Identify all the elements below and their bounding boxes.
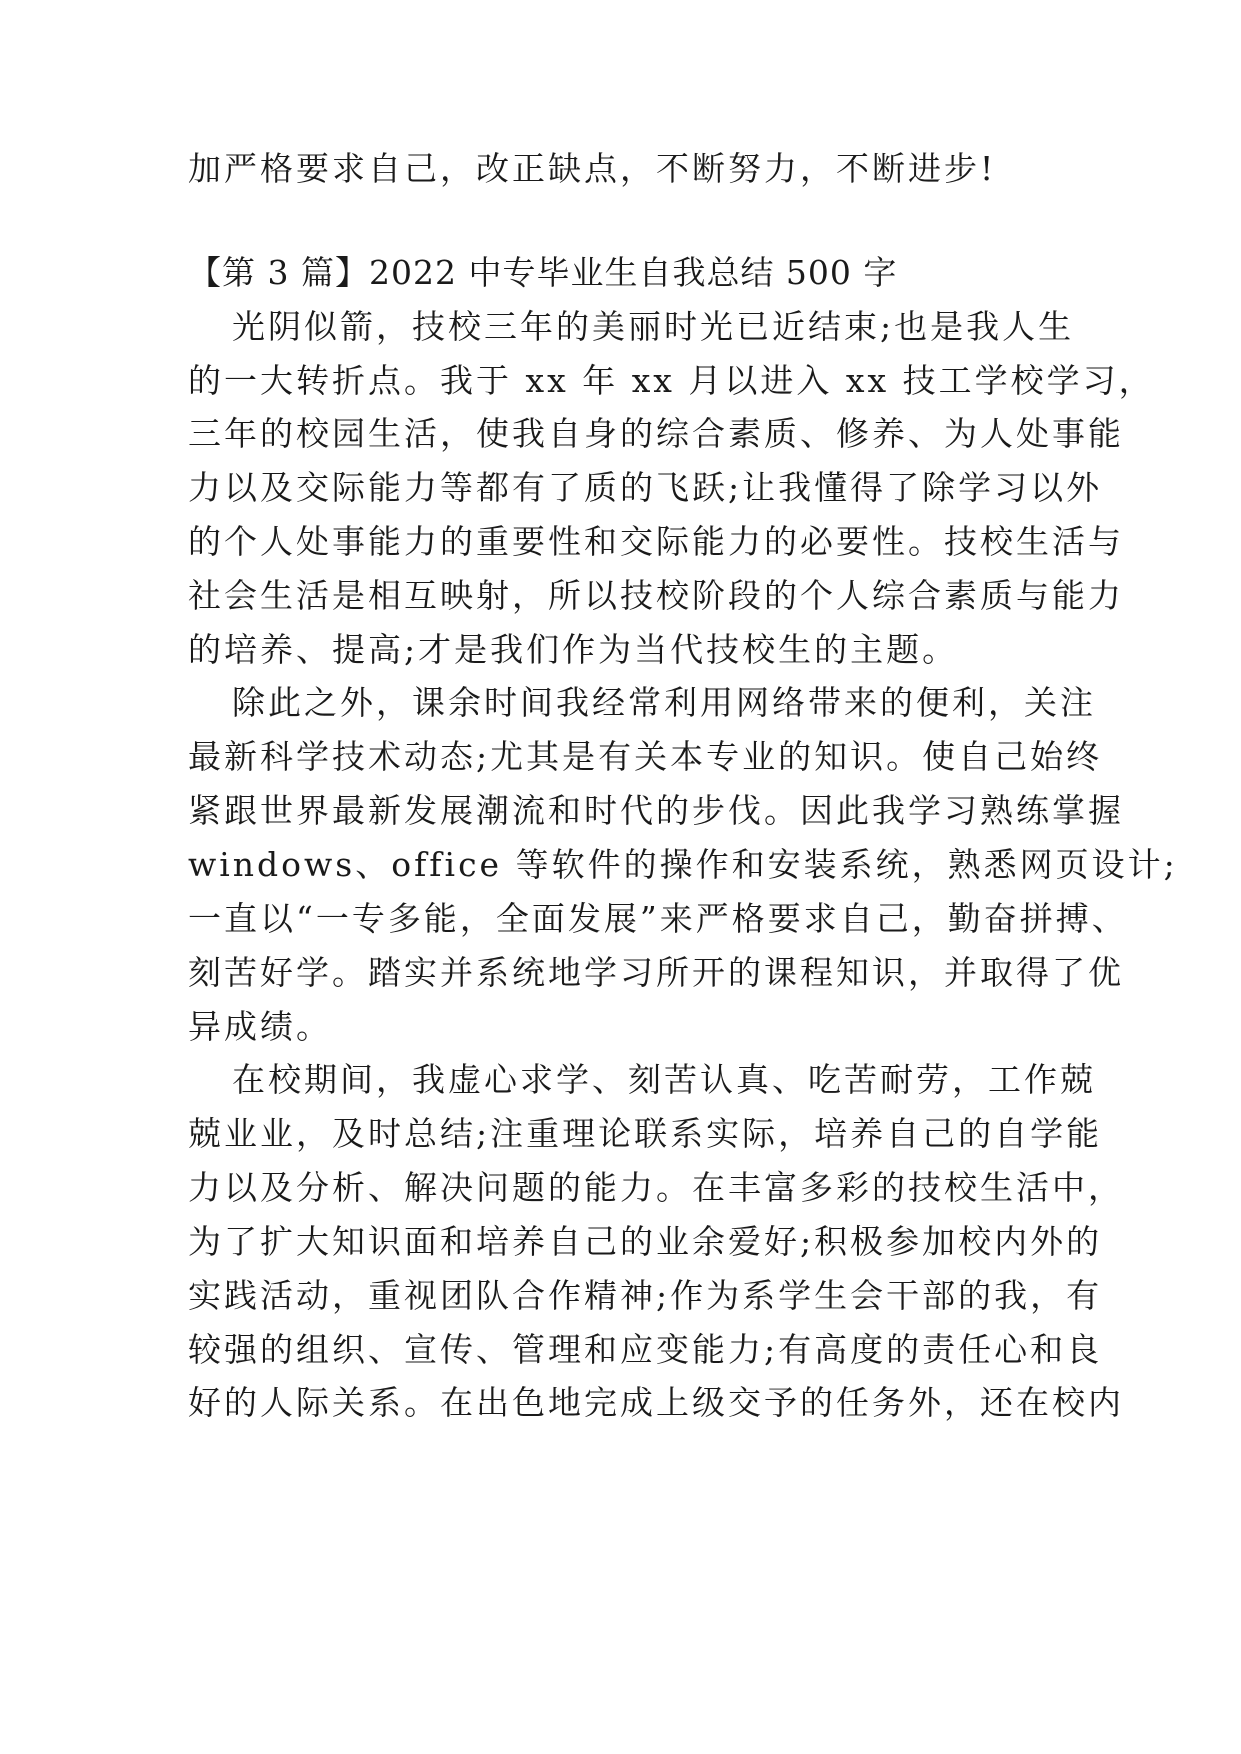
paragraph-line: 的培养、提高;才是我们作为当代技校生的主题。 [188,630,959,669]
paragraph-line: windows、office 等软件的操作和安装系统，熟悉网页设计; [188,845,1178,884]
paragraph-line: 刻苦好学。踏实并系统地学习所开的课程知识，并取得了优 [188,953,1124,992]
paragraph-line: 较强的组织、宣传、管理和应变能力;有高度的责任心和良 [188,1330,1103,1369]
paragraph-line: 好的人际关系。在出色地完成上级交予的任务外，还在校内 [188,1383,1124,1422]
paragraph-line: 三年的校园生活，使我自身的综合素质、修养、为人处事能 [188,414,1124,453]
paragraph-line: 最新科学技术动态;尤其是有关本专业的知识。使自己始终 [188,737,1103,776]
paragraph-line: 力以及交际能力等都有了质的飞跃;让我懂得了除学习以外 [188,468,1103,507]
paragraph-line: 力以及分析、解决问题的能力。在丰富多彩的技校生活中， [188,1168,1124,1207]
paragraph-line: 异成绩。 [188,1007,332,1046]
section-heading: 【第 3 篇】2022 中专毕业生自我总结 500 字 [188,253,898,292]
paragraph-line: 除此之外，课余时间我经常利用网络带来的便利，关注 [232,683,1096,722]
paragraph-line: 在校期间，我虚心求学、刻苦认真、吃苦耐劳，工作兢 [232,1060,1096,1099]
paragraph-line: 的个人处事能力的重要性和交际能力的必要性。技校生活与 [188,522,1124,561]
paragraph-line: 实践活动，重视团队合作精神;作为系学生会干部的我，有 [188,1276,1103,1315]
paragraph-line: 光阴似箭，技校三年的美丽时光已近结束;也是我人生 [232,307,1075,346]
paragraph-line: 一直以“一专多能，全面发展”来严格要求自己，勤奋拼搏、 [188,899,1128,938]
paragraph-line: 为了扩大知识面和培养自己的业余爱好;积极参加校内外的 [188,1222,1103,1261]
paragraph-line: 的一大转折点。我于 xx 年 xx 月以进入 xx 技工学校学习， [188,361,1155,400]
paragraph-line: 兢业业，及时总结;注重理论联系实际，培养自己的自学能 [188,1114,1103,1153]
carry-over-line: 加严格要求自己，改正缺点，不断努力，不断进步! [188,149,997,188]
paragraph-line: 社会生活是相互映射，所以技校阶段的个人综合素质与能力 [188,576,1124,615]
paragraph-line: 紧跟世界最新发展潮流和时代的步伐。因此我学习熟练掌握 [188,791,1124,830]
